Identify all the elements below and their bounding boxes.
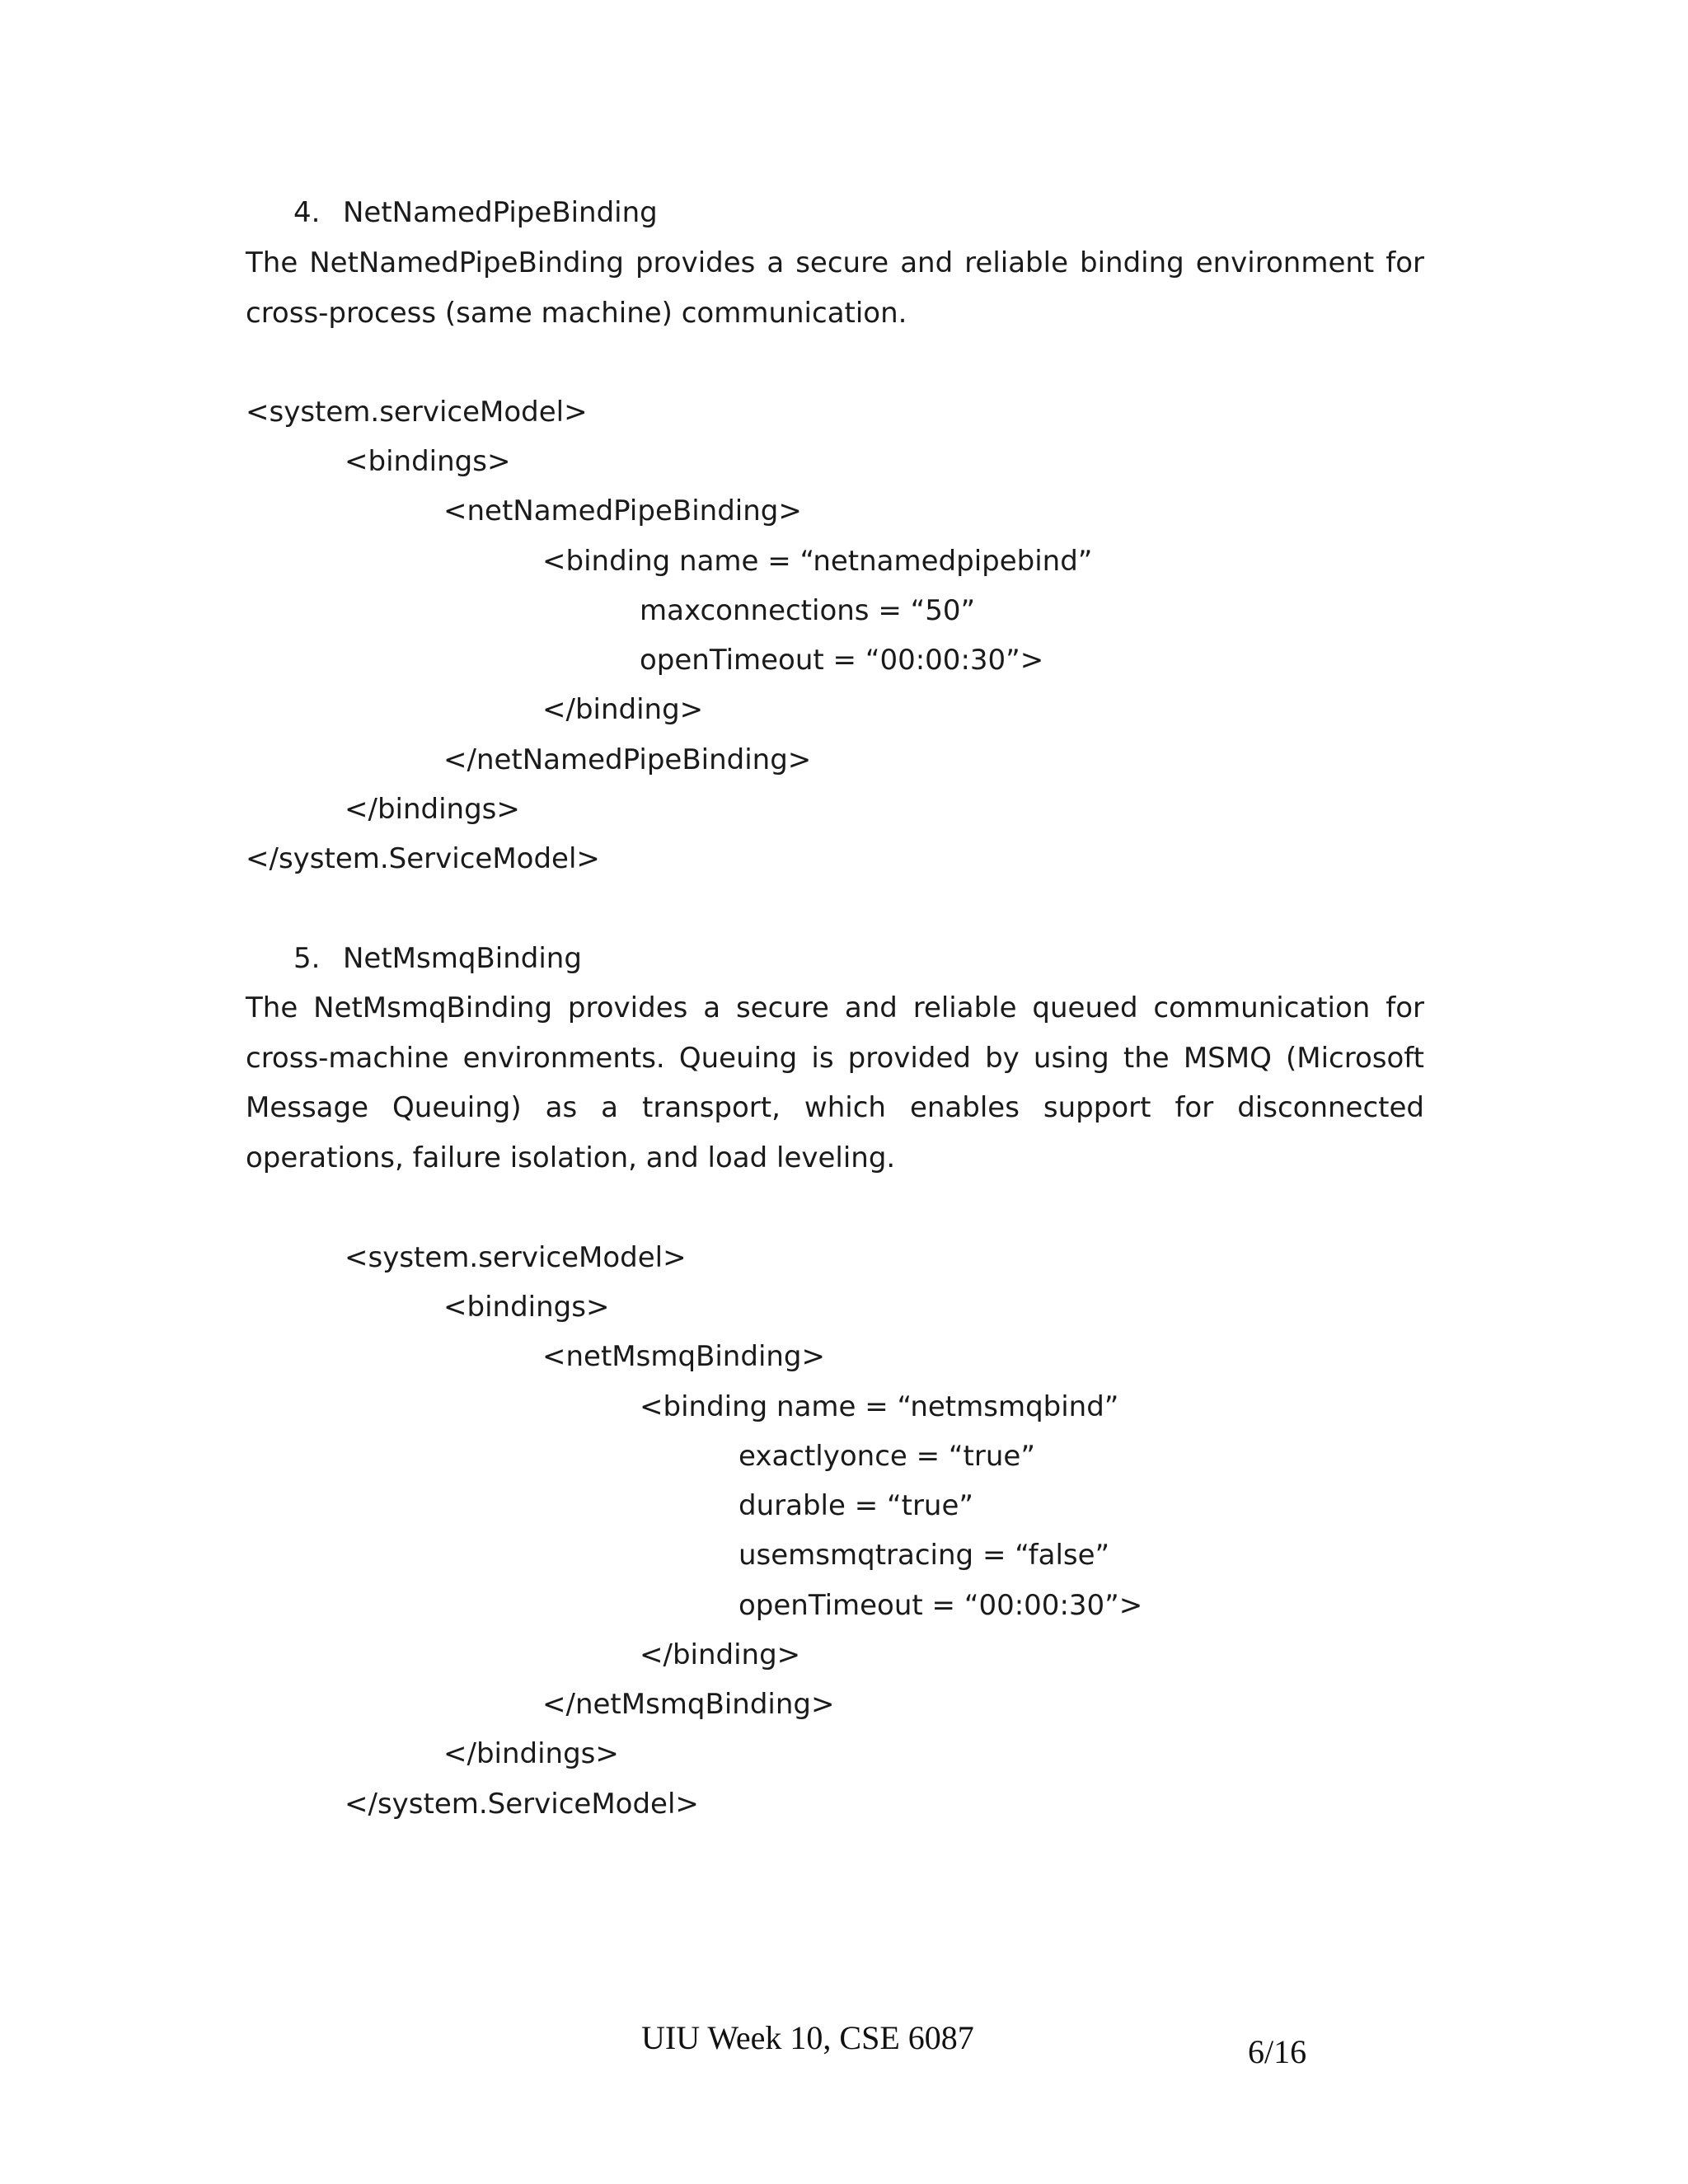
- code-line: </bindings>: [345, 793, 520, 826]
- section-5-title: NetMsmqBinding: [343, 942, 582, 975]
- code-line: <netNamedPipeBinding>: [443, 494, 802, 527]
- section-5-number: 5.: [293, 942, 321, 975]
- paragraph-line: The NetNamedPipeBinding provides a secure and reliable binding environment for: [246, 246, 1424, 279]
- code-line: <netMsmqBinding>: [542, 1340, 826, 1373]
- code-line: openTimeout = “00:00:30”>: [640, 644, 1044, 677]
- section-4-paragraph: [246, 238, 1424, 338]
- footer-page-number: 6/16: [1248, 2033, 1307, 2070]
- code-line: </binding>: [640, 1638, 801, 1671]
- code-line: </netMsmqBinding>: [542, 1688, 835, 1721]
- code-line: </binding>: [542, 693, 704, 726]
- code-line: <bindings>: [443, 1291, 610, 1324]
- paragraph-line: operations, failure isolation, and load leveling.: [246, 1141, 896, 1174]
- code-line: openTimeout = “00:00:30”>: [738, 1589, 1143, 1622]
- code-line: <binding name = “netmsmqbind”: [640, 1390, 1119, 1423]
- paragraph-line: Message Queuing) as a transport, which enables support for disconnected: [246, 1091, 1424, 1124]
- section-4-number: 4.: [293, 196, 321, 229]
- code-line: </system.ServiceModel>: [345, 1788, 699, 1821]
- section-4-title: NetNamedPipeBinding: [343, 196, 658, 229]
- code-line: </bindings>: [443, 1737, 619, 1770]
- code-line: exactlyonce = “true”: [738, 1440, 1035, 1473]
- code-line: <bindings>: [345, 445, 511, 478]
- code-line: <binding name = “netnamedpipebind”: [542, 545, 1093, 578]
- code-line: </system.ServiceModel>: [246, 842, 600, 875]
- footer-course: UIU Week 10, CSE 6087: [641, 2019, 974, 2056]
- paragraph-line: cross-process (same machine) communication.: [246, 296, 907, 330]
- paragraph-line: cross-machine environments. Queuing is provided by using the MSMQ (Microsoft: [246, 1041, 1424, 1075]
- code-line: maxconnections = “50”: [640, 594, 976, 627]
- code-line: </netNamedPipeBinding>: [443, 743, 812, 776]
- code-line: durable = “true”: [738, 1489, 973, 1522]
- code-line: <system.serviceModel>: [345, 1241, 687, 1274]
- section-5-paragraph: [246, 983, 1424, 1183]
- paragraph-line: The NetMsmqBinding provides a secure and reliable queued communication for: [246, 991, 1424, 1024]
- code-line: usemsmqtracing = “false”: [738, 1539, 1110, 1572]
- code-line: <system.serviceModel>: [246, 396, 588, 429]
